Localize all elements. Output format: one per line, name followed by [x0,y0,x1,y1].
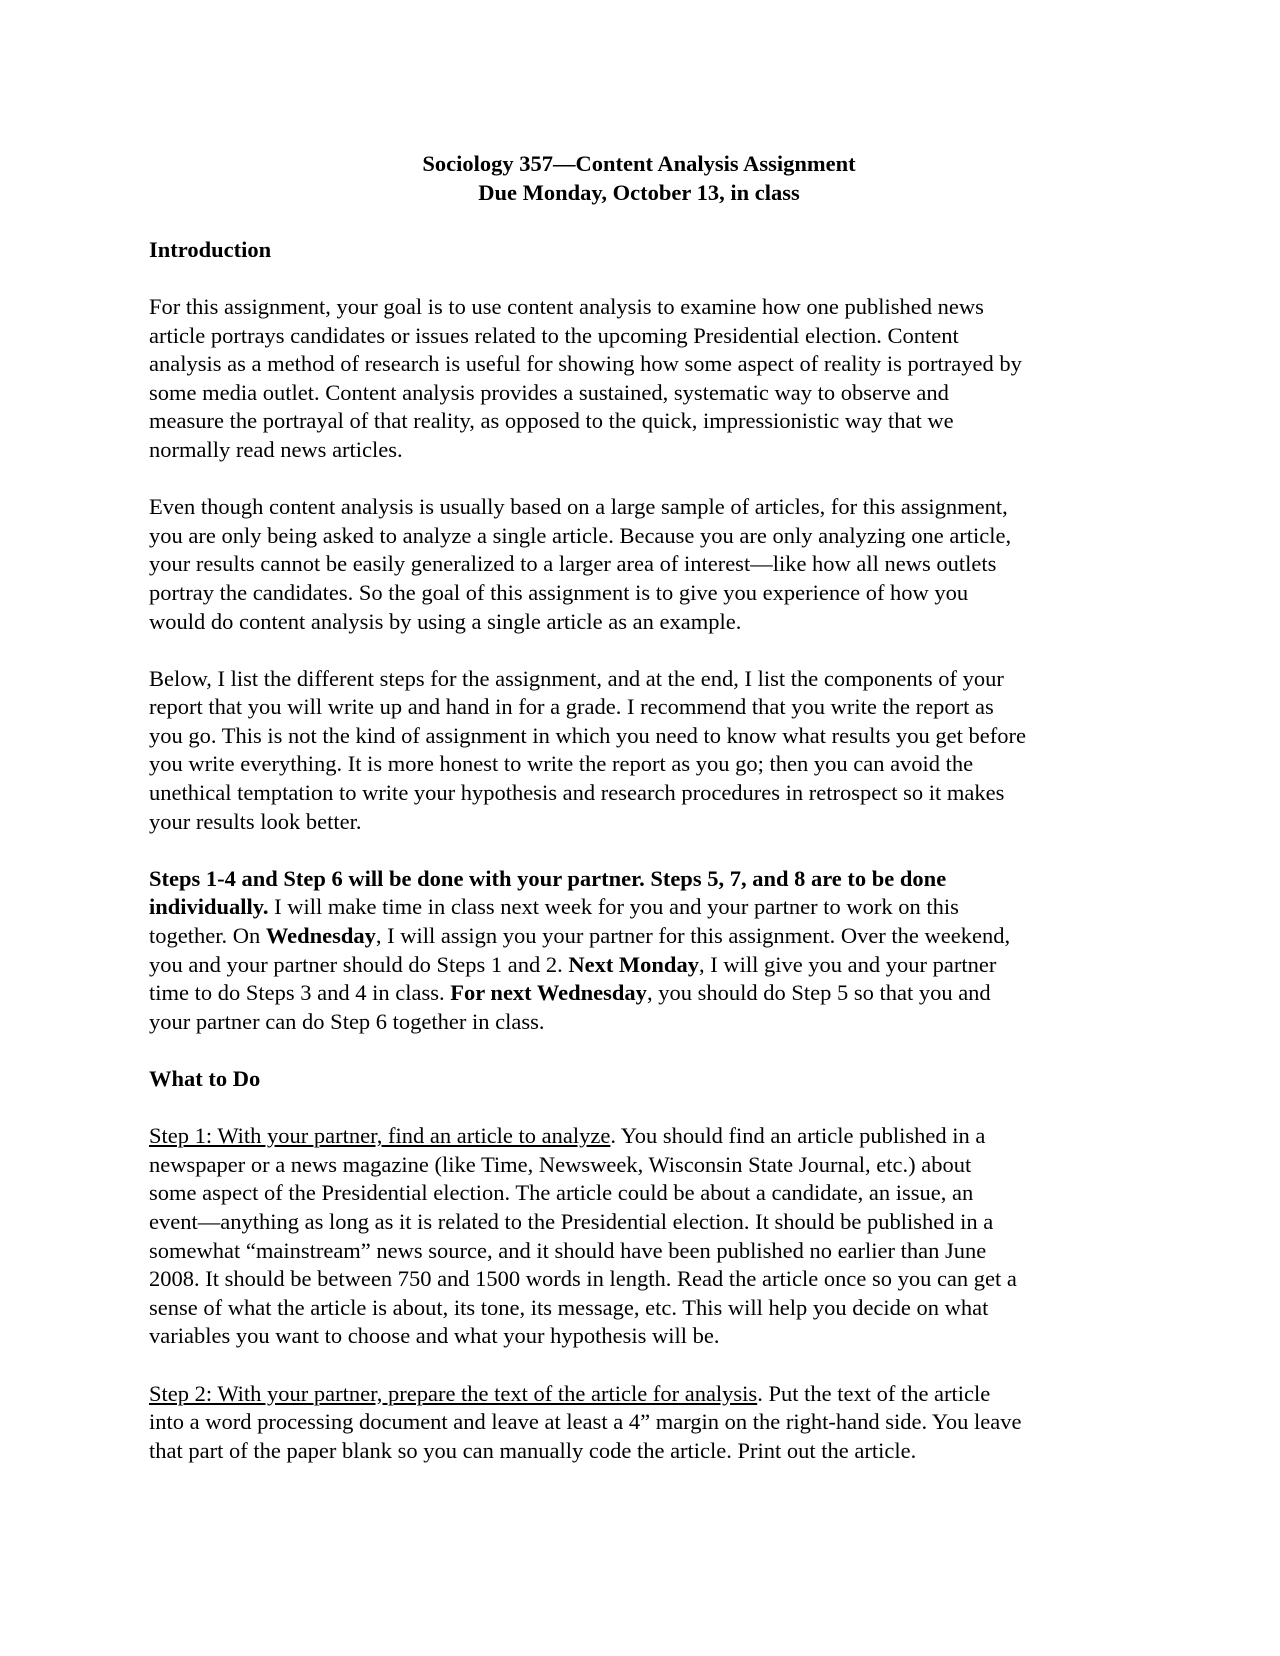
intro-paragraph-1: For this assignment, your goal is to use content analysis to examine how one published news article portrays candidates or issues related to the upcoming Presidential election. Content analysis as a method of research is useful for showing how some aspect of reality is portrayed by some media outlet. Content analysis provides a sustained, systematic way to observe and measure the portrayal of that reality, as opposed to the quick, impressionistic way that we normally read news articles. [149,293,1022,462]
schedule-paragraph: Steps 1-4 and Step 6 will be done with your partner. Steps 5, 7, and 8 are to be done individually. I will make time in class next week for you and your partner to work on this together. On Wednesday, I will assign you your partner for this assignment. Over the weekend, you and your partner should do Steps 1 and 2. Next Monday, I will give you and your partner time to do Steps 3 and 4 in class. For next Wednesday, you should do Step 5 so that you and your partner can do Step 6 together in class. [149,865,1011,1034]
document-title [149,150,1129,207]
introduction-heading: Introduction [149,236,272,262]
title-line-course: Sociology 357—Content Analysis Assignment [422,151,856,176]
wednesday-emphasis: Wednesday [265,923,376,949]
step-2-label: Step 2: With your partner, prepare the text of the article for analysis [149,1380,758,1406]
next-wednesday-emphasis: For next Wednesday [450,980,647,1006]
next-monday-emphasis: Next Monday [568,951,699,977]
intro-paragraph-3: Below, I list the different steps for the assignment, and at the end, I list the components of your report that you will write up and hand in for a grade. I recommend that you write the report as you go. This is not the kind of assignment in which you need to know what results you get before you write everything. It is more honest to write the report as you go; then you can avoid the unethical temptation to write your hypothesis and research procedures in retrospect so it makes your results look better. [149,665,1026,834]
title-line-due-date: Due Monday, October 13, in class [478,179,800,205]
intro-paragraph-2: Even though content analysis is usually based on a large sample of articles, for this assignment, you are only being asked to analyze a single article. Because you are only analyzing one article, your results cannot be easily generalized to a larger area of interest—like how all news outlets portray the candidates. So the goal of this assignment is to give you experience of how you would do content analysis by using a single article as an example. [149,494,1012,634]
step-2-paragraph: Step 2: With your partner, prepare the text of the article for analysis. Put the text of the article into a word processing document and leave at least a 4” margin on the right-hand side. You leave that part of the paper blank so you can manually code the article. Print out the article. [149,1380,1022,1463]
step-1-paragraph: Step 1: With your partner, find an article to analyze. You should find an article published in a newspaper or a news magazine (like Time, Newsweek, Wisconsin State Journal, etc.) about some aspect of the Presidential election. The article could be about a candidate, an issue, an event—anything as long as it is related to the Presidential election. It should be published in a somewhat “mainstream” news source, and it should have been published no earlier than June 2008. It should be between 750 and 1500 words in length. Read the article once so you can get a sense of what the article is about, its tone, its message, etc. This will help you decide on what variables you want to choose and what your hypothesis will be. [149,1123,1017,1349]
what-to-do-heading: What to Do [149,1066,261,1091]
step-1-label: Step 1: With your partner, find an article to analyze [149,1123,611,1149]
individual-steps-note: individually. [149,894,269,920]
partner-steps-note: Steps 1-4 and Step 6 will be done with your partner. Steps 5, 7, and 8 are to be done [149,865,947,891]
document-page [149,150,1129,1465]
